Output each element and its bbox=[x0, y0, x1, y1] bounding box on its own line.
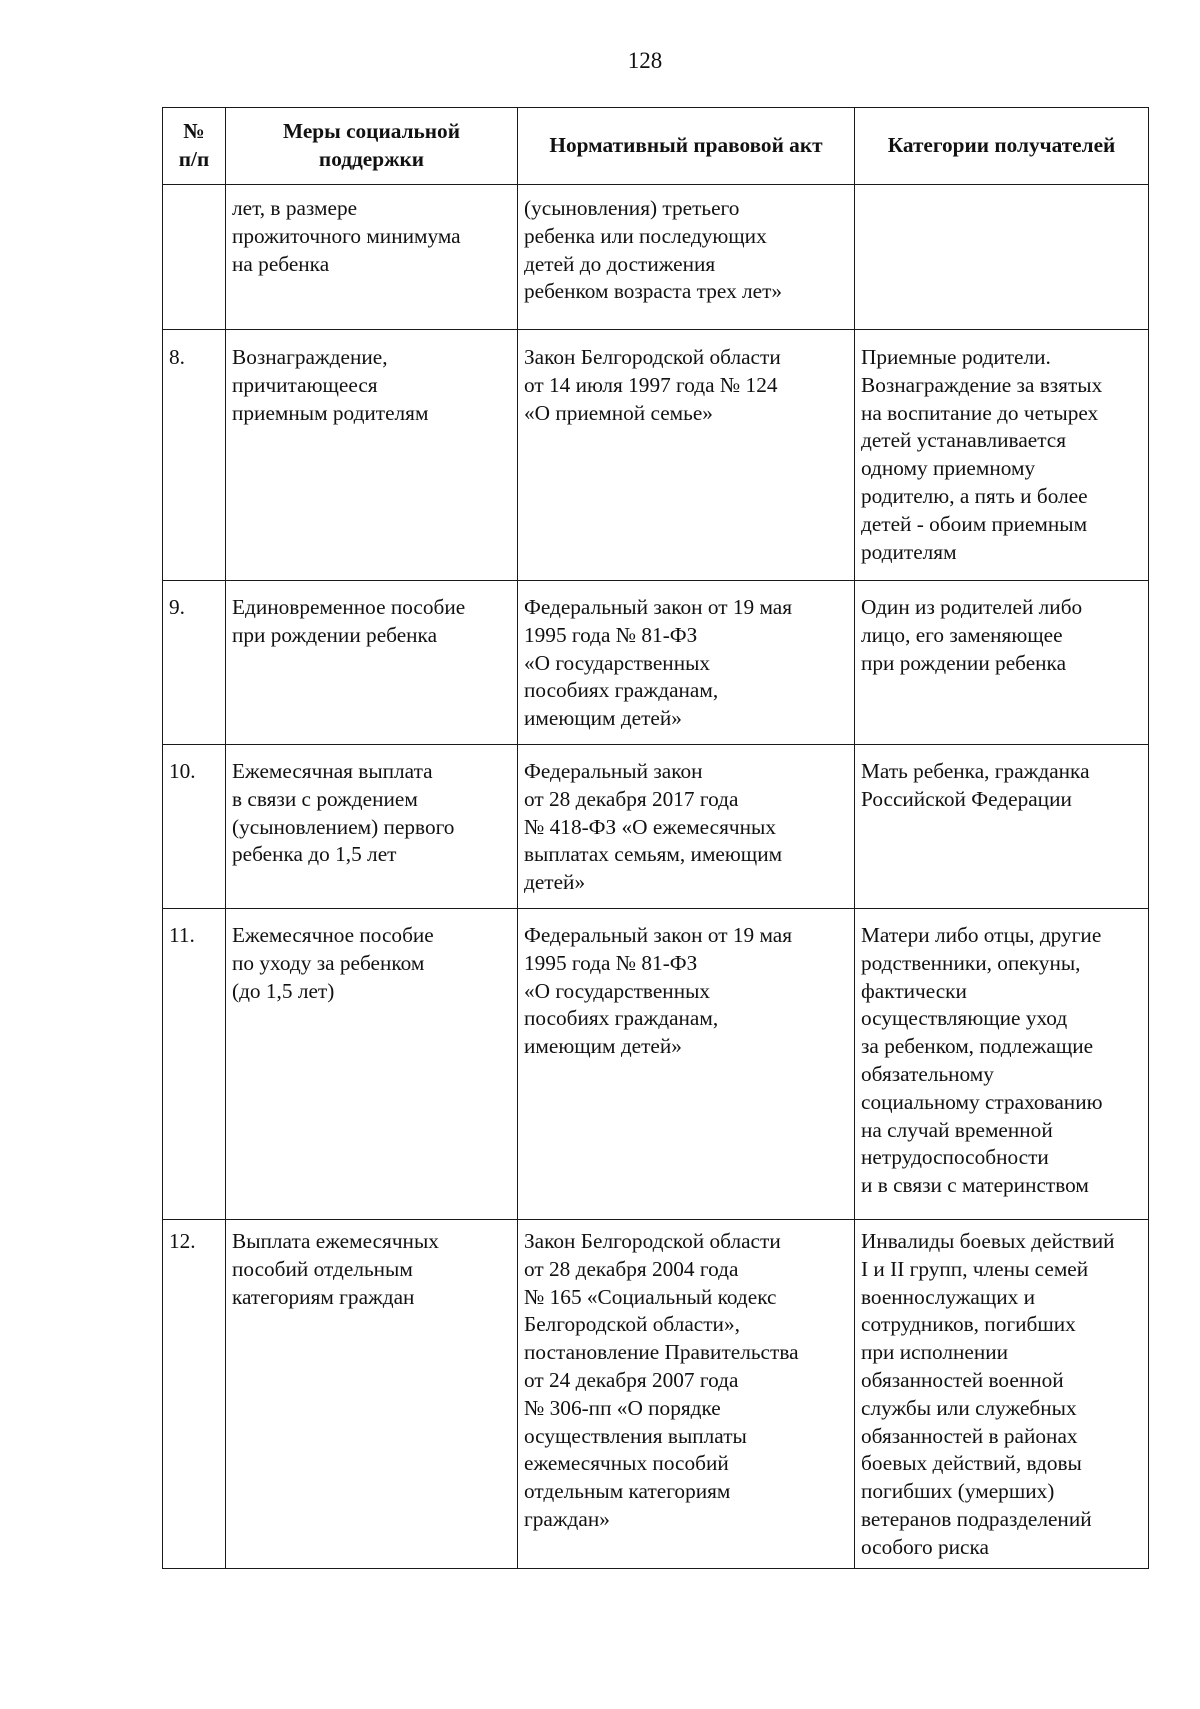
row-recipients: Инвалиды боевых действий I и II групп, члены семей военнослужащих и сотрудников, погибших при исполнении обязанностей военной службы или служебных обязанностей в районах боевых действий, вдовы погибших (умерших) ветеранов подразделений особого риска bbox=[855, 1220, 1149, 1569]
row-act: Федеральный закон от 19 мая 1995 года № 81-ФЗ «О государственных пособиях гражданам, имеющим детей» bbox=[518, 909, 855, 1220]
row-num bbox=[163, 185, 226, 330]
table-row bbox=[163, 185, 1149, 330]
table-row bbox=[163, 330, 1149, 581]
table-row bbox=[163, 581, 1149, 745]
page-number: 128 bbox=[627, 48, 663, 73]
row-measure: лет, в размере прожиточного минимума на ребенка bbox=[226, 185, 518, 330]
row-measure: Единовременное пособие при рождении ребенка bbox=[226, 581, 518, 745]
row-num: 9. bbox=[163, 581, 226, 745]
row-num: 12. bbox=[163, 1220, 226, 1569]
row-act: Федеральный закон от 19 мая 1995 года № 81-ФЗ «О государственных пособиях гражданам, имеющим детей» bbox=[518, 581, 855, 745]
row-measure: Вознаграждение, причитающееся приемным родителям bbox=[226, 330, 518, 581]
row-recipients: Один из родителей либо лицо, его заменяющее при рождении ребенка bbox=[855, 581, 1149, 745]
row-num: 8. bbox=[163, 330, 226, 581]
table-header-row bbox=[163, 108, 1149, 185]
header-act: Нормативный правовой акт bbox=[518, 108, 855, 185]
row-measure: Ежемесячная выплата в связи с рождением (усыновлением) первого ребенка до 1,5 лет bbox=[226, 745, 518, 909]
row-act: Закон Белгородской области от 14 июля 1997 года № 124 «О приемной семье» bbox=[518, 330, 855, 581]
social-support-table bbox=[162, 107, 1149, 1569]
row-recipients: Мать ребенка, гражданка Российской Федерации bbox=[855, 745, 1149, 909]
header-num: № п/п bbox=[163, 108, 226, 185]
header-measures: Меры социальной поддержки bbox=[226, 108, 518, 185]
row-measure: Ежемесячное пособие по уходу за ребенком (до 1,5 лет) bbox=[226, 909, 518, 1220]
table-row bbox=[163, 745, 1149, 909]
row-recipients bbox=[855, 185, 1149, 330]
table-row bbox=[163, 909, 1149, 1220]
row-num: 10. bbox=[163, 745, 226, 909]
header-recipients: Категории получателей bbox=[855, 108, 1149, 185]
row-num: 11. bbox=[163, 909, 226, 1220]
row-act: (усыновления) третьего ребенка или последующих детей до достижения ребенком возраста трех лет» bbox=[518, 185, 855, 330]
row-recipients: Приемные родители. Вознаграждение за взятых на воспитание до четырех детей устанавливается одному приемному родителю, а пять и более детей - обоим приемным родителям bbox=[855, 330, 1149, 581]
table-row bbox=[163, 1220, 1149, 1569]
row-act: Федеральный закон от 28 декабря 2017 года № 418-ФЗ «О ежемесячных выплатах семьям, имеющим детей» bbox=[518, 745, 855, 909]
row-measure: Выплата ежемесячных пособий отдельным категориям граждан bbox=[226, 1220, 518, 1569]
row-act: Закон Белгородской области от 28 декабря 2004 года № 165 «Социальный кодекс Белгородской области», постановление Правительства от 24 декабря 2007 года № 306-пп «О порядке осуществления выплаты ежемесячных пособий отдельным категориям граждан» bbox=[518, 1220, 855, 1569]
row-recipients: Матери либо отцы, другие родственники, опекуны, фактически осуществляющие уход за ребенком, подлежащие обязательному социальному страхованию на случай временной нетрудоспособности и в связи с материнством bbox=[855, 909, 1149, 1220]
